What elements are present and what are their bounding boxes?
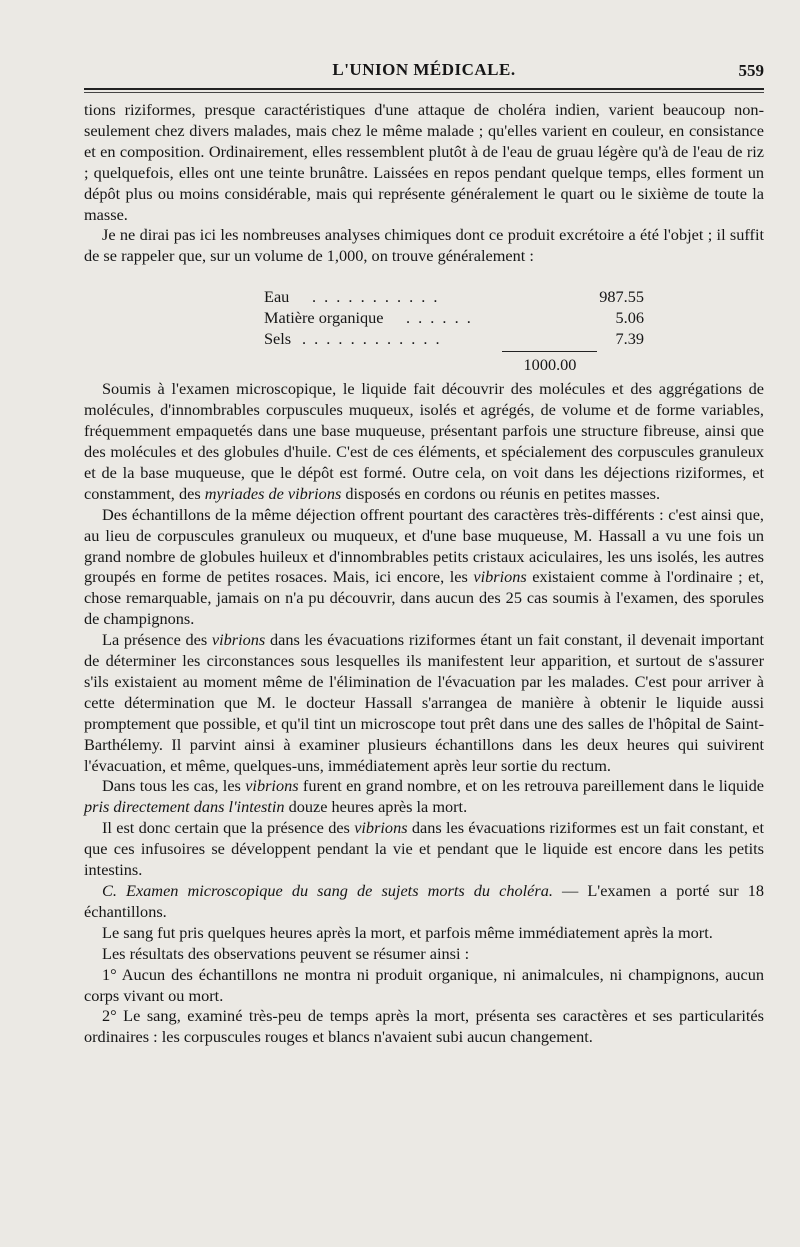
text-run: Des échantillons de la même déjection offrent pourtant des caractères très-différents : c'est ainsi que, au lieu de corpuscules granuleux ou muqueux, et d'une base muqueuse, M. Hassall a vu une fois un grand nombre de globules huileux et d'innombrables petits cristaux aciculaires, les uns isolés, les autres groupés en forme de petites rosaces. Mais, ici encore, les <box>84 504 764 587</box>
row-value: 5.06 <box>615 308 644 328</box>
text-run: Soumis à l'examen microscopique, le liquide fait découvrir des molécules et des aggrégations de molécules, d'innombrables corpuscules muqueux, isolés et agrégés, de volume et de forme variables, fréquemment empaquetés dans une base muqueuse, présentant parfois une structure fibreuse, ainsi que des molécules et des globules d'huile. C'est de ces éléments, et spécialement des corpuscules granuleux et de la base muqueuse, que le dépôt est formé. Outre cela, on voit dans les déjections riziformes, et constamment, des <box>84 379 764 503</box>
paragraph <box>84 505 764 630</box>
row-value: 987.55 <box>599 287 644 307</box>
text-run: — L'examen a porté sur 18 échantillons. <box>84 881 764 921</box>
emphasis: vibrions <box>354 818 408 838</box>
section-heading-paragraph <box>84 881 764 923</box>
total-rule <box>502 351 597 352</box>
leader-dots: . . . . . . <box>406 308 473 328</box>
text-run: existaient comme à l'ordinaire ; et, chose remarquable, jamais on n'a pu découvrir, dans aucun des 25 cas soumis à l'examen, des sporules de champignons. <box>84 567 764 629</box>
paragraph <box>84 379 764 504</box>
emphasis: pris directement dans l'intestin <box>84 797 285 817</box>
section-heading: C. Examen microscopique du sang de sujets morts du choléra. <box>102 881 553 900</box>
emphasis: myriades de vibrions <box>204 483 342 503</box>
text-run: dans les évacuations riziformes est un fait constant, et que ces infusoires se développent pendant la vie et pendant que le liquide est encore dans les petits intestins. <box>84 818 764 880</box>
leader-dots: . . . . . . . . . . . <box>312 287 440 307</box>
text-run: disposés en cordons ou réunis en petites masses. <box>341 483 661 503</box>
paragraph <box>84 630 764 776</box>
paragraph <box>84 818 764 881</box>
text-run: douze heures après la mort. <box>284 797 468 817</box>
emphasis: vibrions <box>211 630 266 650</box>
header-rule-thick <box>84 88 764 90</box>
leader-dots: . . . . . . . . . . . . <box>302 329 442 349</box>
paragraph: Le sang fut pris quelques heures après la mort, et parfois même immédiatement après la mort. <box>102 922 713 942</box>
page-number: 559 <box>738 61 764 80</box>
table-row <box>264 287 644 308</box>
header-rule-thin <box>84 92 764 93</box>
text-run: Dans tous les cas, les <box>102 776 246 796</box>
text-run: Il est donc certain que la présence des <box>102 818 355 838</box>
paragraph: tions riziformes, presque caractéristiques d'une attaque de choléra indien, varient beaucoup non-seulement chez divers malades, mais chez le même malade ; qu'elles varient en couleur, en consistance et en composition. Ordinairement, elles ressemblent plutôt à de l'eau de gruau légère qu'à de l'eau de riz ; quelquefois, elles ont une teinte brunâtre. Laissées en repos pendant quelque temps, elles forment un dépôt plus ou moins considérable, mais qui représente généralement le quart ou le sixième de toute la masse. <box>84 100 764 224</box>
table-row <box>264 308 644 329</box>
table-row <box>264 329 644 350</box>
text-run: furent en grand nombre, et on les retrouva pareillement dans le liquide <box>298 776 764 796</box>
paragraph <box>84 776 764 818</box>
text-run: La présence des <box>102 630 212 650</box>
article-body <box>84 100 764 1048</box>
emphasis: vibrions <box>473 567 527 587</box>
row-label: Sels <box>264 329 292 349</box>
list-item: 1° Aucun des échantillons ne montra ni produit organique, ni animalcules, ni champignons, aucun corps vivant ou mort. <box>84 964 764 1005</box>
total-value: 1000.00 <box>523 355 577 375</box>
row-label: Eau <box>264 287 290 307</box>
row-value: 7.39 <box>615 329 644 349</box>
paragraph: Les résultats des observations peuvent se résumer ainsi : <box>102 943 470 963</box>
list-item: 2° Le sang, examiné très-peu de temps après la mort, présenta ses caractères et ses particularités ordinaires : les corpuscules rouges et blancs n'avaient subi aucun changement. <box>84 1006 764 1047</box>
paragraph: Je ne dirai pas ici les nombreuses analyses chimiques dont ce produit excrétoire a été l'objet ; il suffit de se rappeler que, sur un volume de 1,000, on trouve généralement : <box>84 225 764 266</box>
running-header <box>84 60 764 84</box>
running-title: L'UNION MÉDICALE. <box>332 60 516 79</box>
emphasis: vibrions <box>245 776 299 796</box>
row-label: Matière organique <box>264 308 384 328</box>
composition-table <box>84 273 764 375</box>
text-run: dans les évacuations riziformes étant un fait constant, il devenait important de déterminer les circonstances sous lesquelles ils manifestent leur apparition, et surtout de s'assurer s'ils existaient au moment même de l'élimination de l'évacuation par les malades. C'est pour arriver à cette détermination que M. le docteur Hassall s'arrangea de manière à obtenir le liquide aussi promptement que possible, et qu'il tint un microscope tout prêt dans une des salles de l'hôpital de Saint-Barthélemy. Il parvint ainsi à examiner plusieurs échantillons dans les deux heures qui suivirent l'évacuation, et même, quelques-uns, immédiatement après leur sortie du rectum. <box>84 630 765 775</box>
